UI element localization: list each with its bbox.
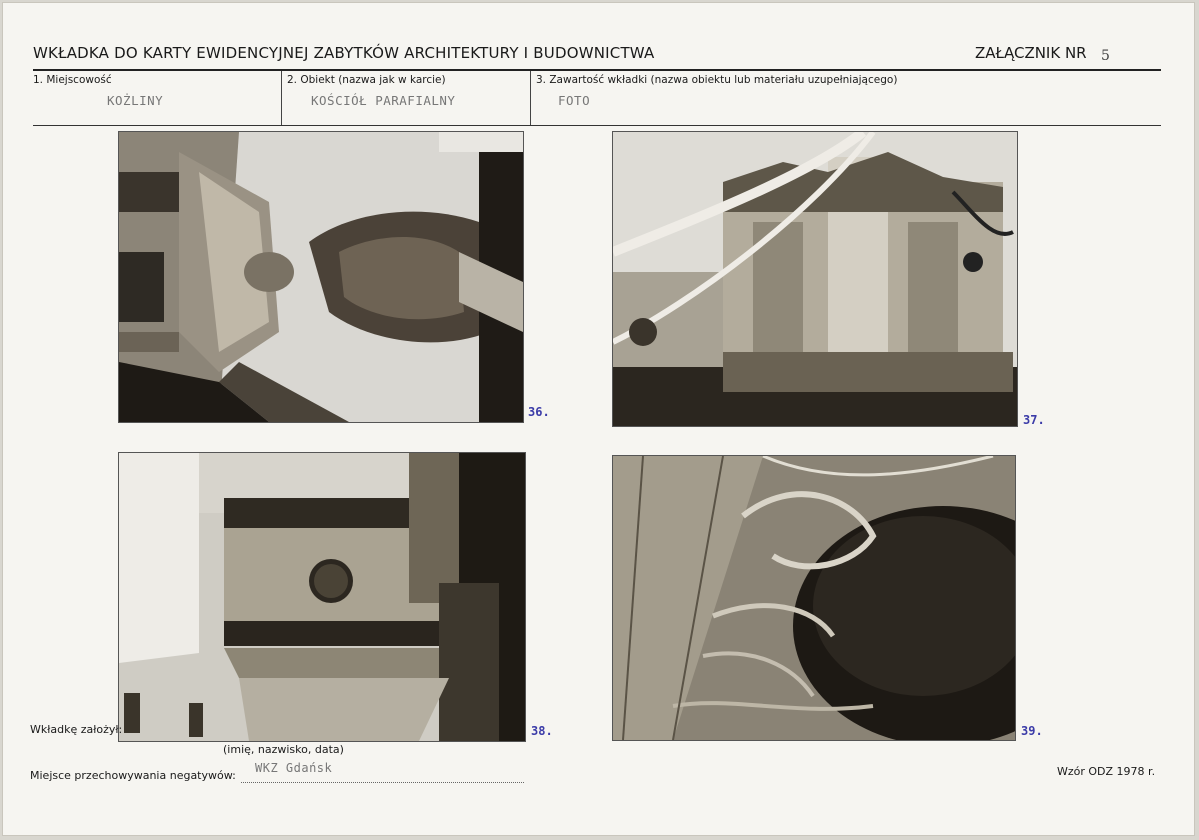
field-divider — [281, 71, 282, 125]
photo-37-organ-gallery — [612, 131, 1018, 427]
form-sheet — [2, 2, 1195, 836]
negatives-line — [241, 781, 524, 783]
header-rule — [33, 69, 1161, 71]
photo-39-painted-ceiling — [612, 455, 1016, 741]
photo-36-number: 36. — [528, 405, 550, 419]
photo-38-gallery-parapet — [118, 452, 526, 742]
fields-rule — [33, 125, 1161, 126]
field-divider — [530, 71, 531, 125]
compiled-by-hint: (imię, nazwisko, data) — [223, 743, 344, 756]
annex-number: 5 — [1101, 48, 1110, 64]
field-1-label: 1. Miejscowość — [33, 74, 112, 86]
field-1-value: KOŻLINY — [107, 93, 164, 108]
field-2-value: KOŚCIÓŁ PARAFIALNY — [311, 93, 456, 108]
photo-36-pulpit-figure — [118, 131, 524, 423]
field-2-label: 2. Obiekt (nazwa jak w karcie) — [287, 74, 446, 86]
photo-37-number: 37. — [1023, 413, 1045, 427]
photo-39-number: 39. — [1021, 724, 1043, 738]
photo-38-number: 38. — [531, 724, 553, 738]
form-code: Wzór ODZ 1978 r. — [1057, 765, 1156, 778]
field-3-label: 3. Zawartość wkładki (nazwa obiektu lub materiału uzupełniającego) — [536, 74, 898, 86]
negatives-value: WKZ Gdańsk — [255, 761, 333, 775]
annex-label: ZAŁĄCZNIK NR — [975, 44, 1087, 62]
negatives-label: Miejsce przechowywania negatywów: — [30, 769, 236, 782]
field-3-value: FOTO — [558, 93, 591, 108]
compiled-by-label: Wkładkę założył: — [30, 723, 123, 736]
form-title: WKŁADKA DO KARTY EWIDENCYJNEJ ZABYTKÓW ARCHITEKTURY I BUDOWNICTWA — [33, 44, 655, 62]
